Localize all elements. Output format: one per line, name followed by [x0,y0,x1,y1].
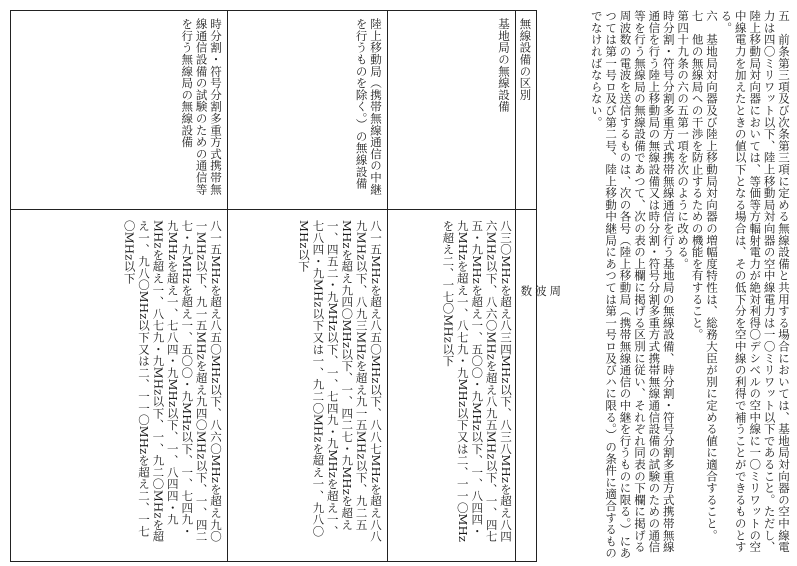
table-divider-header [10,209,537,210]
table-divider-header-col [515,10,516,562]
table-border-bottom [10,561,537,562]
row-1-frequency: 八三〇MHzを超え八三四MHz以下、八三八MHzを超え八四六MHz以下、八六〇MHzを超え八九五MHz以下、一、四七五・九MHzを超え一、五〇〇・九MHz以下、一、八四四・九MHzを超え一、八七九・九MHz以下又は二、一一〇MHzを超え二、一七〇MHz以下 [441,220,513,543]
table-divider-row-2-3 [227,10,228,562]
row-1-category: 基地局の無線設備 [497,18,511,113]
paragraph-item-7: 七 他の無線局への干渉を防止するための機能を有すること。 [690,10,705,341]
paragraph-amendment-heading: 第四十九条の六の五第一項を次のように改める。 [676,10,691,270]
header-frequency-char-2: 波 [533,285,548,297]
table-border-left [10,10,11,562]
header-category: 無線設備の区別 [518,18,533,101]
header-frequency [519,285,562,347]
body-text [589,10,791,560]
table-divider-row-1-2 [387,10,388,562]
row-2-category: 陸上移動局（携帯無線通信の中継を行うものを除く。）の無線設備 [354,18,383,195]
header-frequency-char-1: 周 [548,285,563,297]
table-border-top [10,10,537,11]
row-2-frequency: 八一五MHzを超え八五〇MHz以下、八八七MHzを超え八八九MHz以下、八九三MHzを超え九一五MHz以下、九二五MHzを超え九四〇MHz以下、一、四二七・九MHzを超え一、四五二・九MHz以下、一、七四九・九MHzを超え一、七八四・九MHz以下又は一、九二〇MHzを超え一、九八〇MHz以下 [296,220,383,543]
header-frequency-char-3: 数 [519,285,534,297]
paragraph-item-5: 五 前条第三項及び次条第三項に定める無線設備と共用する場合においては、基地局対向器の空中線電力は四〇ミリワット以下、陸上移動局対向器の空中線電力は一〇ミリワット以下であること。ただし、陸上移動局対向器においては、等価等方輻射電力が絶対利得〇デシベルの空中線に一〇ミリワットの空中線電力を加えたときの値以下となる場合は、その低下分を空中線の利得で補うことができるものとする。 [719,10,791,553]
frequency-table [10,10,563,562]
row-3-frequency: 八一五MHzを超え八五〇MHz以下、八六〇MHzを超え九〇一MHz以下、九一五MHzを超え九四〇MHz以下、一、四二七・九MHzを超え一、五〇〇・九MHz以下、一、七四九・九MHzを超え一、七八四・九MHz以下、一、八四四・九MHzを超え一、八七九・九MHz以下、一、九二〇MHzを超え一、九八〇MHz以下又は二、一一〇MHzを超え二、一七〇MHz以下 [122,220,223,543]
paragraph-amendment-text: 時分割・符号分割多重方式携帯無線通信を行う基地局の無線設備、時分割・符号分割多重方式携帯無線通信を行う陸上移動局の無線設備又は時分割・符号分割多重方式携帯無線通信設備の試験のための通信等を行う無線局の無線設備であつて、次の表の上欄に掲げる区別に従い、それぞれ同表の下欄に掲げる周波数の電波を送信するものは、次の各号（陸上移動局（携帯無線通信の中継を行うものに限る。）にあつては第一号ロ及び第二号、陸上移動中継局にあつては第一号ロ及びハに限る。）の条件に適合するものでなければならない。 [589,10,676,559]
paragraph-item-6: 六 基地局対向器及び陸上移動局対向器の増幅度特性は、総務大臣が別に定める値に適合すること。 [704,10,719,541]
row-3-category: 時分割・符号分割多重方式携帯無線通信設備の試験のための通信等を行う無線局の無線設備 [180,18,223,195]
